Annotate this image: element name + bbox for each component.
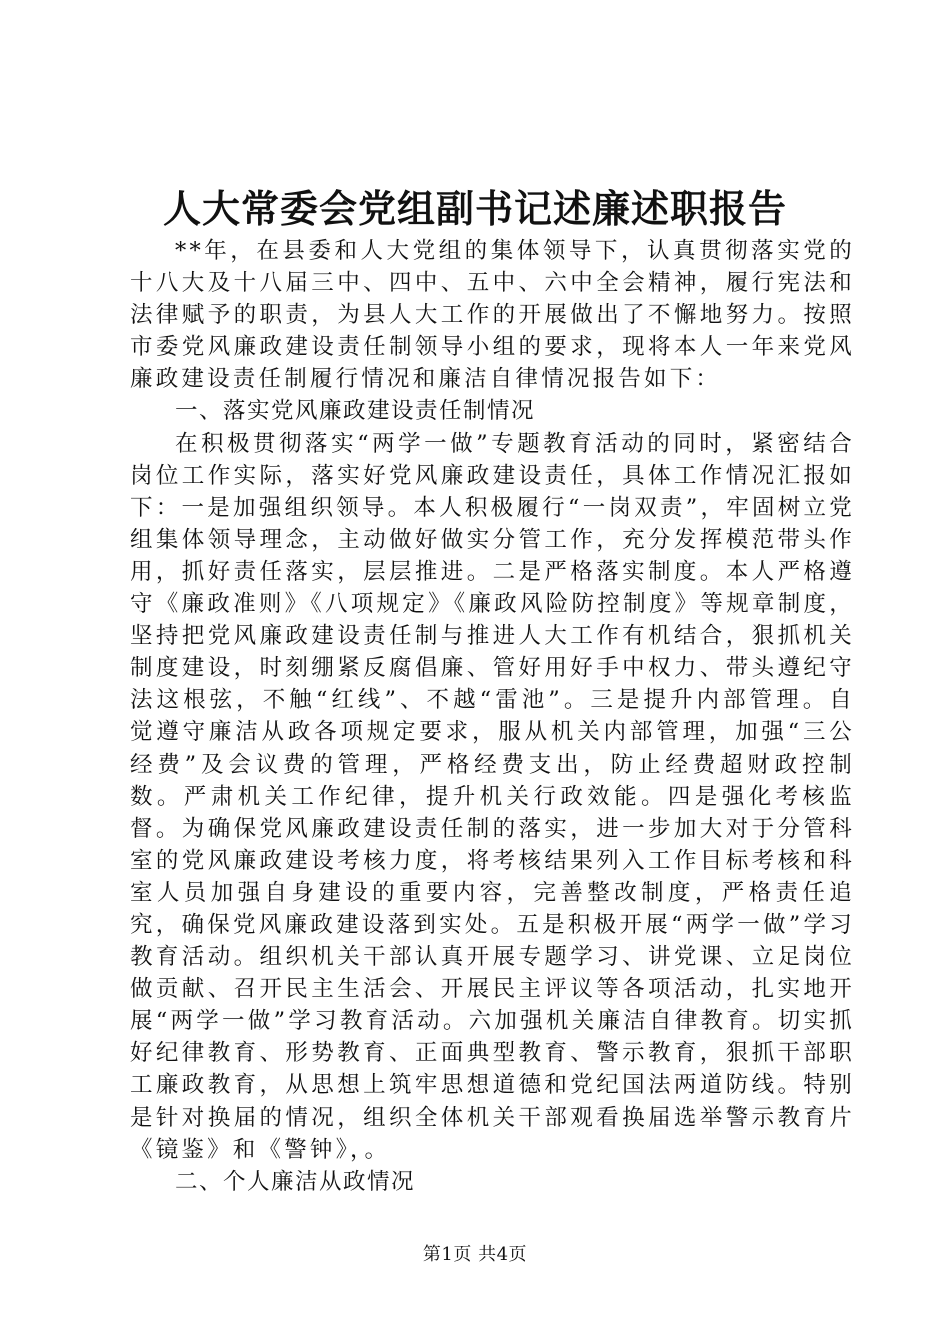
document-body: [130, 235, 855, 1198]
page-number-footer: 第1页 共4页: [422, 1244, 528, 1265]
intro-paragraph: **年，在县委和人大党组的集体领导下，认真贯彻落实党的十八大及十八届三中、四中、五中、六中全会精神，履行宪法和法律赋予的职责，为县人大工作的开展做出了不懈地努力。按照市委党风廉政建设责任制领导小组的要求，现将本人一年来党风廉政建设责任制履行情况和廉洁自律情况报告如下：: [130, 238, 855, 393]
section-2-heading: 二、个人廉洁从政情况: [175, 1168, 416, 1195]
section-1-paragraph: 在积极贯彻落实“两学一做”专题教育活动的同时，紧密结合岗位工作实际，落实好党风廉政建设责任，具体工作情况汇报如下：一是加强组织领导。本人积极履行“一岗双责”，牢固树立党组集体领导理念，主动做好做实分管工作，充分发挥模范带头作用，抓好责任落实，层层推进。二是严格落实制度。本人严格遵守《廉政准则》《八项规定》《廉政风险防控制度》等规章制度，坚持把党风廉政建设责任制与推进人大工作有机结合，狠抓机关制度建设，时刻绷紧反腐倡廉、管好用好手中权力、带头遵纪守法这根弦，不触“红线”、不越“雷池”。三是提升内部管理。自觉遵守廉洁从政各项规定要求，服从机关内部管理，加强“三公经费”及会议费的管理，严格经费支出，防止经费超财政控制数。严肃机关工作纪律，提升机关行政效能。四是强化考核监督。为确保党风廉政建设责任制的落实，进一步加大对于分管科室的党风廉政建设考核力度，将考核结果列入工作目标考核和科室人员加强自身建设的重要内容，完善整改制度，严格责任追究，确保党风廉政建设落到实处。五是积极开展“两学一做”学习教育活动。组织机关干部认真开展专题学习、讲党课、立足岗位做贡献、召开民主生活会、开展民主评议等各项活动，扎实地开展“两学一做”学习教育活动。六加强机关廉洁自律教育。切实抓好纪律教育、形势教育、正面典型教育、警示教育，狠抓干部职工廉政教育，从思想上筑牢思想道德和党纪国法两道防线。特别是针对换届的情况，组织全体机关干部观看换届选举警示教育片《镜鉴》和《警钟》，。: [130, 430, 855, 1163]
document-title: 人大常委会党组副书记述廉述职报告: [162, 186, 787, 231]
section-1-heading: 一、落实党风廉政建设责任制情况: [175, 398, 536, 425]
